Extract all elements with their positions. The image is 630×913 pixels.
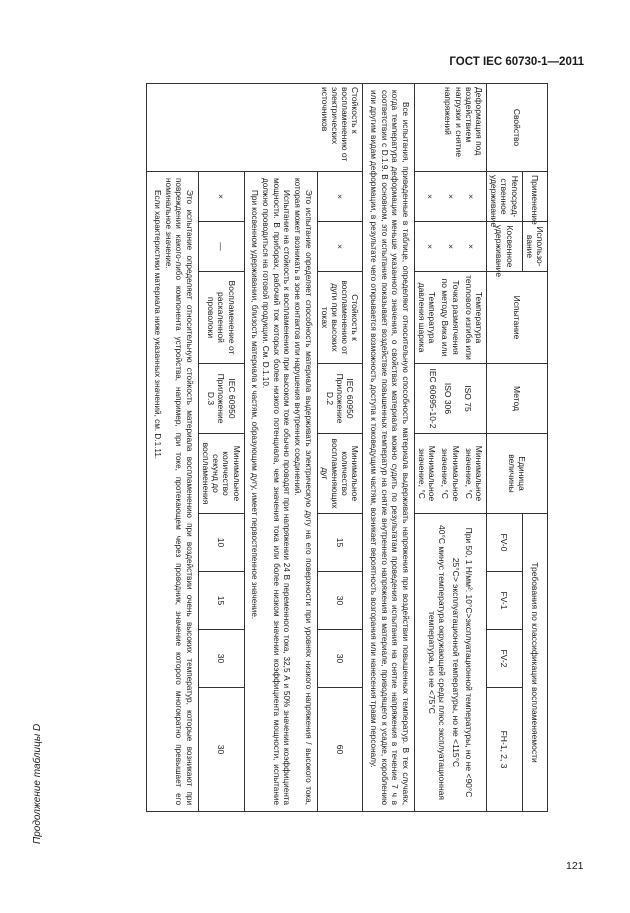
- unit-item: Минимальное значение, °С: [463, 445, 485, 502]
- row3-fv0: 10: [198, 514, 244, 572]
- row1-requirements: [414, 514, 486, 812]
- note-paragraph: Все испытания, приведенные в таблице, определяют относительную способность материала выдерживать напряжения при воздействии повышенных температур. В тех случаях, когда температура деформации меньше указанного значения, о свойствах материала можно судить по результатам проведения испытания на снятие напряжения в течение 7 ч в соответствии с D.1.9. В основном, это испытание показывает воздействие повышенных температур на снятие внутреннего напряжения в материале, приводящего к усадке, короблению или другим видам деформации, в результате чего открывается возможность доступа к токоведущим частям, возникает вероятность возгорания или нанесения травм персоналу.: [368, 90, 410, 806]
- row3-fv1: 15: [198, 572, 244, 630]
- unit-item: Минимальное значение, °С: [417, 445, 438, 502]
- row1-tests: [414, 272, 486, 364]
- note-row-1: [363, 84, 415, 812]
- header-row-1: [522, 84, 547, 812]
- row3-direct: ×: [198, 172, 244, 222]
- requirement-item: 40°С минус температура окружающей среды плюс эксплуатационная температура, но не <75°С: [427, 524, 448, 801]
- row3-indirect: —: [198, 222, 244, 272]
- test-item: Температура давления шарика: [417, 282, 438, 353]
- header-indirect: Косвенное удерживание: [487, 222, 523, 272]
- test-item: Точка размягчения по методу Вика или: [440, 278, 461, 357]
- header-property: Свойство: [487, 84, 548, 172]
- classification-table: [146, 83, 548, 812]
- row1-indirect: [414, 222, 486, 272]
- header-requirements: Требования по классификации воспламеняемости: [522, 514, 547, 812]
- row1-property: Деформация под воздействием нагрузки и снятие напряжений: [414, 84, 486, 172]
- row2-fh: 60: [317, 688, 363, 812]
- note-paragraph: Это испытание определяет способность материала выдерживать электрическую дугу на его поверхности при уровнях низкого напряжения / высокого тока, которая может возникать в зоне контактов или нарушения внутренних соединений.: [292, 178, 313, 806]
- note-paragraph: При косвенном удерживании, близость материала к частям, образующим дугу, имеет первостепенное значение.: [250, 190, 260, 620]
- row2-fv2: 30: [317, 630, 363, 688]
- mark: ×: [465, 194, 476, 199]
- row3-fh: 30: [198, 688, 244, 812]
- table-continuation-caption: Продолжение таблицы D: [32, 723, 43, 844]
- row2-indirect: ×: [317, 222, 363, 272]
- row3-test: Воспламенение от раскаленной проволоки: [198, 272, 244, 364]
- table-row-deformation: [414, 84, 486, 812]
- row1-units: [414, 434, 486, 514]
- table-row-arc-ignition: [317, 84, 363, 812]
- mark: ×: [445, 194, 456, 199]
- method-item: IEC 60695-10-2: [428, 368, 439, 429]
- mark: ×: [465, 244, 476, 249]
- row2-unit: Минимальное количество воспламеняющих дуг: [317, 434, 363, 514]
- test-item: Температура теплового изгиба или: [463, 275, 485, 360]
- standard-number: ГОСТ IEC 60730-1—2011: [449, 56, 584, 68]
- note-paragraph: Испытание на стойкость к воспламенению при высоком токе обычно проводят при напряжении 24 В переменного тока, 32,5 А и 50% значении коэффициента мощности. В приборах, рабочий ток которых более низкого потенциала, чем значения тока или более низком значении коэффициента мощности, испытание должно проводиться на готовой продукции. См. D.1.10.: [260, 178, 292, 806]
- header-direct: Непосред-ственное удерживание: [487, 172, 523, 222]
- header-fv1: FV-1: [487, 572, 523, 630]
- header-unit: Единица величины: [487, 434, 548, 514]
- page-number: 121: [566, 860, 584, 872]
- row2-fv1: 30: [317, 572, 363, 630]
- row3-unit: Минимальное количество секунд до воспламенения: [198, 434, 244, 514]
- table-row-hot-wire: [198, 84, 244, 812]
- row2-method: IEC 60950 Приложение D.2: [317, 364, 363, 434]
- row1-direct: [414, 172, 486, 222]
- note-arc-ignition: [244, 172, 317, 812]
- row2-property: Стойкость к воспламенению от электрических источников: [147, 84, 363, 172]
- header-test: Испытание: [487, 272, 548, 364]
- method-item: ISO 306: [442, 382, 453, 415]
- note-row-2: [244, 84, 317, 812]
- row3-fv2: 30: [198, 630, 244, 688]
- header-fv2: FV-2: [487, 630, 523, 688]
- method-item: ISO 75: [462, 385, 473, 412]
- mark: ×: [425, 244, 436, 249]
- row2-test: Стойкость к воспламенению от дуги при высоких токах: [317, 272, 363, 364]
- note-row-3: [147, 84, 199, 812]
- mark: ×: [445, 244, 456, 249]
- header-method: Метод: [487, 364, 548, 434]
- note-paragraph: Это испытание определяет относительную стойкость материала воспламенению при воздействии очень высоких температур, которые возникают при повреждении какого-либо компонента устройства, например, при токе, протекающем через проводник, значение которого многократно превышает его номинальное значение.: [163, 178, 194, 806]
- unit-item: Минимальное значение, °С: [440, 445, 461, 502]
- header-application: Применение: [522, 172, 547, 222]
- row2-fv0: 15: [317, 514, 363, 572]
- mark: ×: [425, 194, 436, 199]
- row1-methods: [414, 364, 486, 434]
- rotated-table-container: [86, 83, 548, 811]
- note-deformation: [363, 84, 415, 812]
- header-fh: FH-1, 2, 3: [487, 688, 523, 812]
- header-fv0: FV-0: [487, 514, 523, 572]
- row3-method: IEC 60950 Приложение D.3: [198, 364, 244, 434]
- note-hot-wire: [147, 172, 199, 812]
- row2-direct: ×: [317, 172, 363, 222]
- requirement-item: При 50, 1 Н/мм²: 10°С>эксплуатационной температуры, но не <90°С: [463, 527, 474, 798]
- note-paragraph: Если характеристики материала ниже указанных значений, см. D.1.11.: [152, 190, 162, 460]
- requirement-item: 25°С> эксплуатационной температуры, но не <115°С: [450, 557, 461, 768]
- header-usage: Использо-вание: [522, 222, 547, 272]
